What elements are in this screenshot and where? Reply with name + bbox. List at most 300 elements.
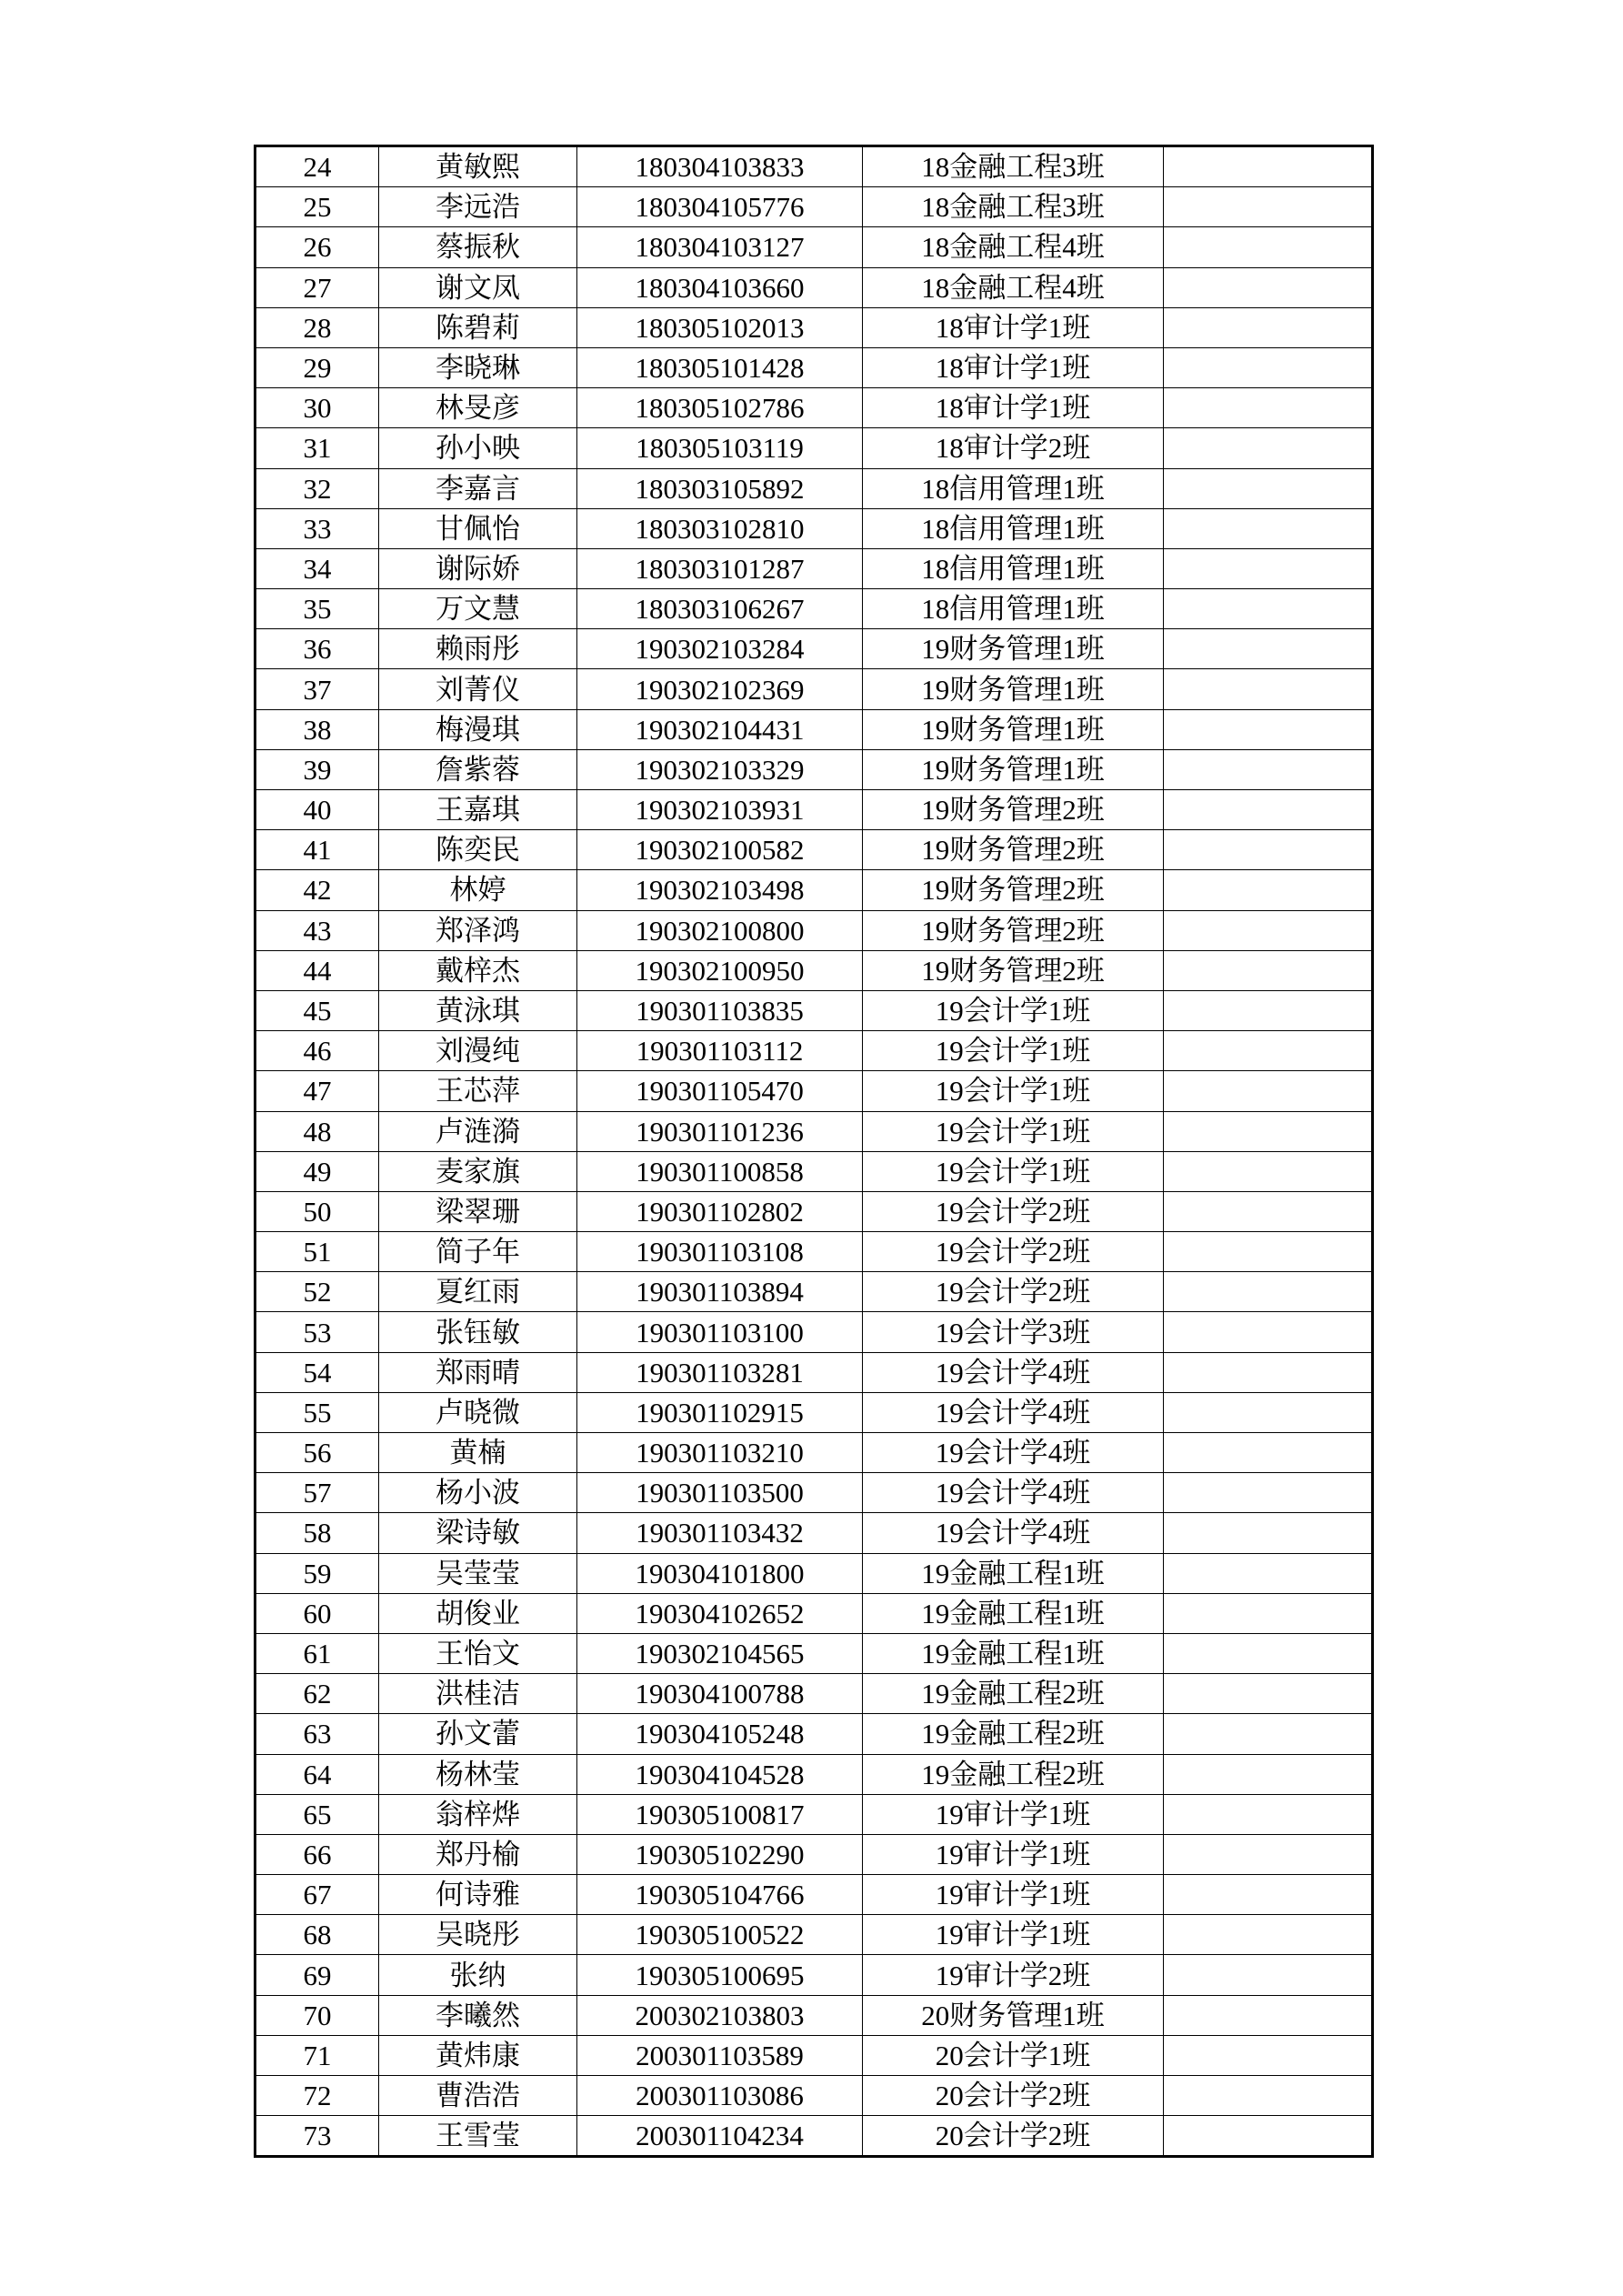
table-row xyxy=(256,1794,1372,1834)
note-cell xyxy=(1164,990,1372,1030)
row-number-cell: 57 xyxy=(256,1473,379,1513)
student-id-cell: 190305102290 xyxy=(577,1834,863,1874)
table-row xyxy=(256,1433,1372,1473)
note-cell xyxy=(1164,910,1372,950)
row-number-cell: 52 xyxy=(256,1272,379,1312)
row-number-cell: 73 xyxy=(256,2116,379,2156)
class-name-cell: 19会计学2班 xyxy=(863,1272,1164,1312)
note-cell xyxy=(1164,1031,1372,1071)
student-id-cell: 180304103833 xyxy=(577,147,863,187)
class-name-cell: 19会计学4班 xyxy=(863,1513,1164,1553)
class-name-cell: 18信用管理1班 xyxy=(863,508,1164,548)
note-cell xyxy=(1164,1312,1372,1352)
row-number-cell: 45 xyxy=(256,990,379,1030)
student-name-cell: 王芯萍 xyxy=(379,1071,577,1111)
table-row xyxy=(256,1714,1372,1754)
student-name-cell: 简子年 xyxy=(379,1232,577,1272)
note-cell xyxy=(1164,1513,1372,1553)
row-number-cell: 27 xyxy=(256,267,379,307)
table-row xyxy=(256,1955,1372,1995)
student-id-cell: 190302100582 xyxy=(577,830,863,870)
note-cell xyxy=(1164,1553,1372,1593)
student-id-cell: 190304102652 xyxy=(577,1593,863,1633)
student-id-cell: 190301100858 xyxy=(577,1151,863,1191)
table-row xyxy=(256,629,1372,669)
table-row xyxy=(256,910,1372,950)
row-number-cell: 30 xyxy=(256,388,379,428)
note-cell xyxy=(1164,1915,1372,1955)
student-name-cell: 黄敏熙 xyxy=(379,147,577,187)
table-row xyxy=(256,388,1372,428)
note-cell xyxy=(1164,1834,1372,1874)
table-row xyxy=(256,870,1372,910)
table-row xyxy=(256,1473,1372,1513)
row-number-cell: 47 xyxy=(256,1071,379,1111)
student-id-cell: 190301103835 xyxy=(577,990,863,1030)
class-name-cell: 18审计学2班 xyxy=(863,428,1164,468)
class-name-cell: 19财务管理2班 xyxy=(863,790,1164,830)
note-cell xyxy=(1164,1392,1372,1432)
table-row xyxy=(256,830,1372,870)
class-name-cell: 19财务管理1班 xyxy=(863,749,1164,789)
note-cell xyxy=(1164,589,1372,629)
student-name-cell: 赖雨彤 xyxy=(379,629,577,669)
student-name-cell: 黄楠 xyxy=(379,1433,577,1473)
row-number-cell: 66 xyxy=(256,1834,379,1874)
row-number-cell: 56 xyxy=(256,1433,379,1473)
class-name-cell: 19会计学2班 xyxy=(863,1191,1164,1231)
student-id-cell: 190302103329 xyxy=(577,749,863,789)
class-name-cell: 19金融工程1班 xyxy=(863,1633,1164,1673)
table-row xyxy=(256,1151,1372,1191)
student-id-cell: 190301103500 xyxy=(577,1473,863,1513)
student-id-cell: 190305100695 xyxy=(577,1955,863,1995)
student-id-cell: 190301101236 xyxy=(577,1111,863,1151)
student-name-cell: 谢际娇 xyxy=(379,548,577,588)
class-name-cell: 19审计学2班 xyxy=(863,1955,1164,1995)
table-row xyxy=(256,347,1372,387)
row-number-cell: 44 xyxy=(256,950,379,990)
note-cell xyxy=(1164,347,1372,387)
student-id-cell: 190302104431 xyxy=(577,709,863,749)
table-row xyxy=(256,2035,1372,2075)
table-row xyxy=(256,1272,1372,1312)
note-cell xyxy=(1164,147,1372,187)
row-number-cell: 71 xyxy=(256,2035,379,2075)
note-cell xyxy=(1164,1794,1372,1834)
student-id-cell: 180304103660 xyxy=(577,267,863,307)
student-name-cell: 刘漫纯 xyxy=(379,1031,577,1071)
student-id-cell: 190302103284 xyxy=(577,629,863,669)
note-cell xyxy=(1164,1272,1372,1312)
student-name-cell: 王雪莹 xyxy=(379,2116,577,2156)
table-row xyxy=(256,1191,1372,1231)
row-number-cell: 61 xyxy=(256,1633,379,1673)
student-name-cell: 甘佩怡 xyxy=(379,508,577,548)
student-name-cell: 蔡振秋 xyxy=(379,227,577,267)
class-name-cell: 19财务管理1班 xyxy=(863,709,1164,749)
class-name-cell: 19财务管理1班 xyxy=(863,669,1164,709)
student-name-cell: 李曦然 xyxy=(379,1995,577,2035)
student-name-cell: 陈碧莉 xyxy=(379,307,577,347)
student-id-cell: 190301103281 xyxy=(577,1352,863,1392)
student-name-cell: 李嘉言 xyxy=(379,468,577,508)
class-name-cell: 19金融工程1班 xyxy=(863,1593,1164,1633)
table-row xyxy=(256,428,1372,468)
note-cell xyxy=(1164,870,1372,910)
note-cell xyxy=(1164,227,1372,267)
student-id-cell: 190301103210 xyxy=(577,1433,863,1473)
row-number-cell: 40 xyxy=(256,790,379,830)
row-number-cell: 28 xyxy=(256,307,379,347)
note-cell xyxy=(1164,2116,1372,2156)
class-name-cell: 19会计学1班 xyxy=(863,1111,1164,1151)
class-name-cell: 19会计学4班 xyxy=(863,1352,1164,1392)
student-id-cell: 180303102810 xyxy=(577,508,863,548)
row-number-cell: 70 xyxy=(256,1995,379,2035)
student-id-cell: 190301105470 xyxy=(577,1071,863,1111)
note-cell xyxy=(1164,1232,1372,1272)
row-number-cell: 72 xyxy=(256,2076,379,2116)
table-row xyxy=(256,1875,1372,1915)
class-name-cell: 18金融工程3班 xyxy=(863,187,1164,227)
student-name-cell: 杨林莹 xyxy=(379,1754,577,1794)
note-cell xyxy=(1164,1674,1372,1714)
row-number-cell: 31 xyxy=(256,428,379,468)
note-cell xyxy=(1164,187,1372,227)
class-name-cell: 18信用管理1班 xyxy=(863,589,1164,629)
student-id-cell: 190305104766 xyxy=(577,1875,863,1915)
note-cell xyxy=(1164,508,1372,548)
student-name-cell: 戴梓杰 xyxy=(379,950,577,990)
student-name-cell: 洪桂洁 xyxy=(379,1674,577,1714)
table-row xyxy=(256,1513,1372,1553)
student-name-cell: 谢文凤 xyxy=(379,267,577,307)
student-name-cell: 胡俊业 xyxy=(379,1593,577,1633)
row-number-cell: 51 xyxy=(256,1232,379,1272)
table-row xyxy=(256,548,1372,588)
table-row xyxy=(256,1312,1372,1352)
note-cell xyxy=(1164,749,1372,789)
student-name-cell: 何诗雅 xyxy=(379,1875,577,1915)
row-number-cell: 63 xyxy=(256,1714,379,1754)
class-name-cell: 20财务管理1班 xyxy=(863,1995,1164,2035)
note-cell xyxy=(1164,468,1372,508)
class-name-cell: 19会计学1班 xyxy=(863,1071,1164,1111)
class-name-cell: 19会计学1班 xyxy=(863,990,1164,1030)
student-name-cell: 王嘉琪 xyxy=(379,790,577,830)
student-id-cell: 200301103589 xyxy=(577,2035,863,2075)
row-number-cell: 50 xyxy=(256,1191,379,1231)
class-name-cell: 20会计学1班 xyxy=(863,2035,1164,2075)
student-id-cell: 180303106267 xyxy=(577,589,863,629)
class-name-cell: 18审计学1班 xyxy=(863,347,1164,387)
table-row xyxy=(256,2116,1372,2156)
table-row xyxy=(256,749,1372,789)
class-name-cell: 19财务管理2班 xyxy=(863,910,1164,950)
student-id-cell: 190302102369 xyxy=(577,669,863,709)
note-cell xyxy=(1164,1071,1372,1111)
student-id-cell: 180305102786 xyxy=(577,388,863,428)
row-number-cell: 41 xyxy=(256,830,379,870)
note-cell xyxy=(1164,1714,1372,1754)
student-name-cell: 梁翠珊 xyxy=(379,1191,577,1231)
note-cell xyxy=(1164,1111,1372,1151)
note-cell xyxy=(1164,709,1372,749)
class-name-cell: 19财务管理2班 xyxy=(863,870,1164,910)
note-cell xyxy=(1164,388,1372,428)
table-row xyxy=(256,1633,1372,1673)
student-id-cell: 190304101800 xyxy=(577,1553,863,1593)
student-id-cell: 190304105248 xyxy=(577,1714,863,1754)
note-cell xyxy=(1164,1955,1372,1995)
student-id-cell: 180305103119 xyxy=(577,428,863,468)
student-id-cell: 190302103498 xyxy=(577,870,863,910)
student-name-cell: 李晓琳 xyxy=(379,347,577,387)
row-number-cell: 25 xyxy=(256,187,379,227)
row-number-cell: 26 xyxy=(256,227,379,267)
row-number-cell: 33 xyxy=(256,508,379,548)
student-name-cell: 王怡文 xyxy=(379,1633,577,1673)
student-id-cell: 180304103127 xyxy=(577,227,863,267)
row-number-cell: 54 xyxy=(256,1352,379,1392)
note-cell xyxy=(1164,267,1372,307)
student-name-cell: 曹浩浩 xyxy=(379,2076,577,2116)
class-name-cell: 19金融工程2班 xyxy=(863,1754,1164,1794)
table-row xyxy=(256,227,1372,267)
student-id-cell: 180303101287 xyxy=(577,548,863,588)
row-number-cell: 34 xyxy=(256,548,379,588)
student-name-cell: 张纳 xyxy=(379,1955,577,1995)
note-cell xyxy=(1164,629,1372,669)
row-number-cell: 43 xyxy=(256,910,379,950)
student-id-cell: 190305100522 xyxy=(577,1915,863,1955)
row-number-cell: 65 xyxy=(256,1794,379,1834)
row-number-cell: 53 xyxy=(256,1312,379,1352)
table-row xyxy=(256,1834,1372,1874)
row-number-cell: 35 xyxy=(256,589,379,629)
note-cell xyxy=(1164,1352,1372,1392)
table-row xyxy=(256,709,1372,749)
note-cell xyxy=(1164,307,1372,347)
row-number-cell: 62 xyxy=(256,1674,379,1714)
note-cell xyxy=(1164,2035,1372,2075)
table-row xyxy=(256,1593,1372,1633)
student-id-cell: 200301104234 xyxy=(577,2116,863,2156)
class-name-cell: 18金融工程3班 xyxy=(863,147,1164,187)
class-name-cell: 18金融工程4班 xyxy=(863,267,1164,307)
student-id-cell: 190304104528 xyxy=(577,1754,863,1794)
row-number-cell: 64 xyxy=(256,1754,379,1794)
table-row xyxy=(256,1995,1372,2035)
student-name-cell: 卢涟漪 xyxy=(379,1111,577,1151)
table-row xyxy=(256,1111,1372,1151)
note-cell xyxy=(1164,2076,1372,2116)
class-name-cell: 19审计学1班 xyxy=(863,1915,1164,1955)
class-name-cell: 19会计学4班 xyxy=(863,1433,1164,1473)
class-name-cell: 19金融工程2班 xyxy=(863,1714,1164,1754)
student-name-cell: 林旻彦 xyxy=(379,388,577,428)
student-id-cell: 190304100788 xyxy=(577,1674,863,1714)
class-name-cell: 18金融工程4班 xyxy=(863,227,1164,267)
note-cell xyxy=(1164,1633,1372,1673)
note-cell xyxy=(1164,428,1372,468)
note-cell xyxy=(1164,1473,1372,1513)
row-number-cell: 46 xyxy=(256,1031,379,1071)
student-id-cell: 180304105776 xyxy=(577,187,863,227)
table-row xyxy=(256,1352,1372,1392)
student-name-cell: 林婷 xyxy=(379,870,577,910)
row-number-cell: 68 xyxy=(256,1915,379,1955)
row-number-cell: 60 xyxy=(256,1593,379,1633)
student-id-cell: 190301103894 xyxy=(577,1272,863,1312)
table-row xyxy=(256,1553,1372,1593)
table-row xyxy=(256,307,1372,347)
row-number-cell: 49 xyxy=(256,1151,379,1191)
student-name-cell: 郑雨晴 xyxy=(379,1352,577,1392)
table-row xyxy=(256,589,1372,629)
class-name-cell: 19会计学1班 xyxy=(863,1031,1164,1071)
row-number-cell: 42 xyxy=(256,870,379,910)
row-number-cell: 48 xyxy=(256,1111,379,1151)
row-number-cell: 32 xyxy=(256,468,379,508)
student-name-cell: 吴晓彤 xyxy=(379,1915,577,1955)
class-name-cell: 19金融工程2班 xyxy=(863,1674,1164,1714)
student-name-cell: 黄炜康 xyxy=(379,2035,577,2075)
table-row xyxy=(256,1071,1372,1111)
student-id-cell: 180305102013 xyxy=(577,307,863,347)
student-name-cell: 翁梓烨 xyxy=(379,1794,577,1834)
class-name-cell: 19会计学4班 xyxy=(863,1473,1164,1513)
table-row xyxy=(256,1674,1372,1714)
class-name-cell: 19会计学3班 xyxy=(863,1312,1164,1352)
student-name-cell: 张钰敏 xyxy=(379,1312,577,1352)
row-number-cell: 67 xyxy=(256,1875,379,1915)
student-id-cell: 190301102915 xyxy=(577,1392,863,1432)
row-number-cell: 69 xyxy=(256,1955,379,1995)
student-name-cell: 陈奕民 xyxy=(379,830,577,870)
table-row xyxy=(256,187,1372,227)
student-name-cell: 吴莹莹 xyxy=(379,1553,577,1593)
student-name-cell: 孙文蕾 xyxy=(379,1714,577,1754)
student-id-cell: 180303105892 xyxy=(577,468,863,508)
class-name-cell: 18审计学1班 xyxy=(863,307,1164,347)
table-row xyxy=(256,147,1372,187)
student-name-cell: 李远浩 xyxy=(379,187,577,227)
note-cell xyxy=(1164,1995,1372,2035)
student-id-cell: 200301103086 xyxy=(577,2076,863,2116)
student-id-cell: 190302103931 xyxy=(577,790,863,830)
student-name-cell: 麦家旗 xyxy=(379,1151,577,1191)
row-number-cell: 39 xyxy=(256,749,379,789)
table-row xyxy=(256,1754,1372,1794)
class-name-cell: 19会计学1班 xyxy=(863,1151,1164,1191)
class-name-cell: 18审计学1班 xyxy=(863,388,1164,428)
student-name-cell: 梅漫琪 xyxy=(379,709,577,749)
table-row xyxy=(256,267,1372,307)
class-name-cell: 19会计学2班 xyxy=(863,1232,1164,1272)
class-name-cell: 19审计学1班 xyxy=(863,1834,1164,1874)
student-name-cell: 郑丹榆 xyxy=(379,1834,577,1874)
row-number-cell: 55 xyxy=(256,1392,379,1432)
table-row xyxy=(256,990,1372,1030)
note-cell xyxy=(1164,1754,1372,1794)
student-id-cell: 190302100950 xyxy=(577,950,863,990)
note-cell xyxy=(1164,1191,1372,1231)
note-cell xyxy=(1164,669,1372,709)
student-name-cell: 万文慧 xyxy=(379,589,577,629)
class-name-cell: 20会计学2班 xyxy=(863,2076,1164,2116)
row-number-cell: 37 xyxy=(256,669,379,709)
student-name-cell: 詹紫蓉 xyxy=(379,749,577,789)
note-cell xyxy=(1164,950,1372,990)
student-list-body xyxy=(256,147,1372,2156)
student-id-cell: 190305100817 xyxy=(577,1794,863,1834)
table-row xyxy=(256,1031,1372,1071)
table-row xyxy=(256,950,1372,990)
row-number-cell: 59 xyxy=(256,1553,379,1593)
student-name-cell: 卢晓微 xyxy=(379,1392,577,1432)
student-name-cell: 梁诗敏 xyxy=(379,1513,577,1553)
student-name-cell: 刘菁仪 xyxy=(379,669,577,709)
student-id-cell: 190301102802 xyxy=(577,1191,863,1231)
class-name-cell: 19审计学1班 xyxy=(863,1794,1164,1834)
student-id-cell: 190302104565 xyxy=(577,1633,863,1673)
class-name-cell: 19审计学1班 xyxy=(863,1875,1164,1915)
table-row xyxy=(256,790,1372,830)
student-id-cell: 190302100800 xyxy=(577,910,863,950)
student-name-cell: 郑泽鸿 xyxy=(379,910,577,950)
table-row xyxy=(256,468,1372,508)
student-name-cell: 夏红雨 xyxy=(379,1272,577,1312)
student-id-cell: 190301103432 xyxy=(577,1513,863,1553)
class-name-cell: 19财务管理2班 xyxy=(863,950,1164,990)
student-id-cell: 200302103803 xyxy=(577,1995,863,2035)
class-name-cell: 18信用管理1班 xyxy=(863,548,1164,588)
student-id-cell: 190301103108 xyxy=(577,1232,863,1272)
student-id-cell: 190301103112 xyxy=(577,1031,863,1071)
row-number-cell: 58 xyxy=(256,1513,379,1553)
note-cell xyxy=(1164,1433,1372,1473)
student-name-cell: 黄泳琪 xyxy=(379,990,577,1030)
table-row xyxy=(256,1392,1372,1432)
note-cell xyxy=(1164,830,1372,870)
note-cell xyxy=(1164,790,1372,830)
class-name-cell: 19财务管理2班 xyxy=(863,830,1164,870)
note-cell xyxy=(1164,1151,1372,1191)
student-id-cell: 190301103100 xyxy=(577,1312,863,1352)
row-number-cell: 38 xyxy=(256,709,379,749)
row-number-cell: 24 xyxy=(256,147,379,187)
table-row xyxy=(256,1232,1372,1272)
class-name-cell: 19会计学4班 xyxy=(863,1392,1164,1432)
class-name-cell: 19财务管理1班 xyxy=(863,629,1164,669)
class-name-cell: 19金融工程1班 xyxy=(863,1553,1164,1593)
note-cell xyxy=(1164,1593,1372,1633)
student-name-cell: 孙小映 xyxy=(379,428,577,468)
student-name-cell: 杨小波 xyxy=(379,1473,577,1513)
student-list-table xyxy=(255,146,1372,2156)
note-cell xyxy=(1164,1875,1372,1915)
row-number-cell: 36 xyxy=(256,629,379,669)
class-name-cell: 18信用管理1班 xyxy=(863,468,1164,508)
row-number-cell: 29 xyxy=(256,347,379,387)
table-row xyxy=(256,1915,1372,1955)
class-name-cell: 20会计学2班 xyxy=(863,2116,1164,2156)
table-row xyxy=(256,2076,1372,2116)
note-cell xyxy=(1164,548,1372,588)
table-row xyxy=(256,508,1372,548)
